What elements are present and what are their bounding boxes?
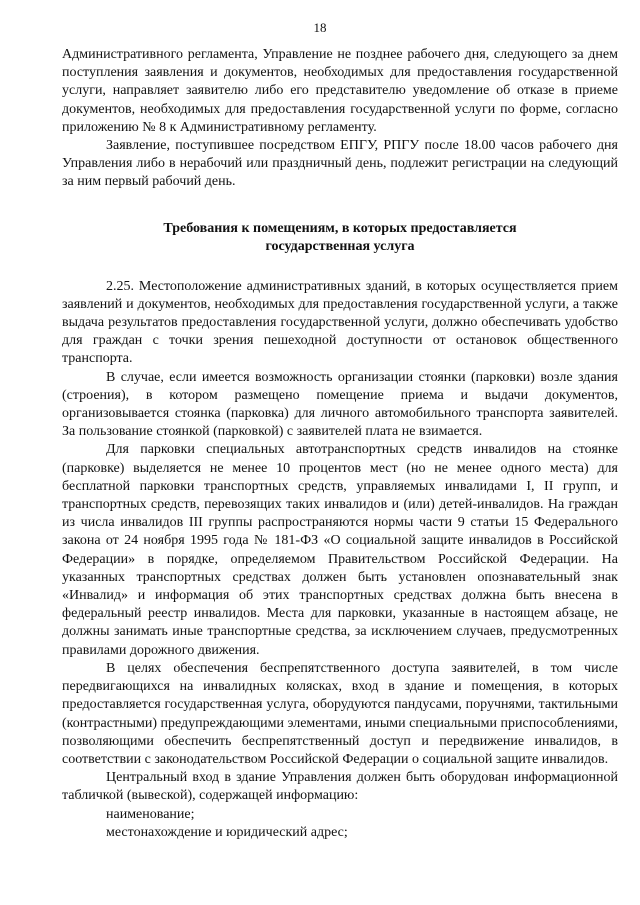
document-body — [62, 46, 618, 842]
page-number: 18 — [313, 20, 327, 35]
paragraph-accessibility: В целях обеспечения беспрепятственного доступа заявителей, в том числе передвигающихся на инвалидных колясках, вход в здание и помещения, в которых предоставляется государственная услуга, оборудуются пандусами, поручнями, тактильными (контрастными) предупреждающими элементами, иными специальными приспособлениями, позволяющими обеспечить беспрепятственный доступ и передвижение инвалидов, в соответствии с законодательством Российской Федерации о социальной защите инвалидов. — [62, 660, 618, 767]
section-heading-line-2: государственная услуга — [265, 238, 415, 254]
paragraph-central-entrance: Центральный вход в здание Управления должен быть оборудован информационной табличкой (вывеской), содержащей информацию: — [62, 770, 618, 804]
paragraph-2-25: 2.25. Местоположение административных зданий, в которых осуществляется прием заявлений и документов, необходимых для предоставления государственной услуги, а также выдача результатов предоставления государственной услуги, должно обеспечивать удобство для граждан с точки зрения пешеходной доступности от остановок общественного транспорта. — [62, 278, 618, 367]
section-heading-line-1: Требования к помещениям, в которых предоставляется — [163, 220, 517, 236]
section-heading — [62, 220, 618, 256]
paragraph-registration: Заявление, поступившее посредством ЕПГУ, РПГУ после 18.00 часов рабочего дня Управления либо в нерабочий или праздничный день, подлежит регистрации на следующий за ним первый рабочий день. — [62, 138, 618, 190]
paragraph-disabled-parking: Для парковки специальных автотранспортных средств инвалидов на стоянке (парковке) выделяется не менее 10 процентов мест (но не менее одного места) для бесплатной парковки транспортных средств, управляемых инвалидами I, II групп, и транспортных средств, перевозящих таких инвалидов и (или) детей-инвалидов. На граждан из числа инвалидов III группы распространяются нормы части 9 статьи 15 Федерального закона от 24 ноября 1995 года № 181-ФЗ «О социальной защите инвалидов в Российской Федерации» в порядке, определяемом Правительством Российской Федерации. На указанных транспортных средствах должен быть установлен опознавательный знак «Инвалид» и информация об этих транспортных средствах должна быть внесена в федеральный реестр инвалидов. Места для парковки, указанные в настоящем абзаце, не должны занимать иные транспортные средства, за исключением случаев, предусмотренных правилами дорожного движения. — [62, 442, 618, 658]
paragraph-parking: В случае, если имеется возможность организации стоянки (парковки) возле здания (строения), в котором размещено помещение приема и выдачи документов, организовывается стоянка (парковка) для личного автомобильного транспорта заявителей. За пользование стоянкой (парковкой) с заявителей плата не взимается. — [62, 369, 618, 440]
paragraph-continuation: Административного регламента, Управление не позднее рабочего дня, следующего за днем поступления заявления и документов, необходимых для предоставления государственной услуги, направляет заявителю либо его представителю уведомление об отказе в приеме документов, необходимых для предоставления государственной услуги по форме, согласно приложению № 8 к Административному регламенту. — [62, 47, 618, 135]
list-item: наименование; — [106, 806, 195, 822]
list-item: местонахождение и юридический адрес; — [106, 824, 348, 840]
